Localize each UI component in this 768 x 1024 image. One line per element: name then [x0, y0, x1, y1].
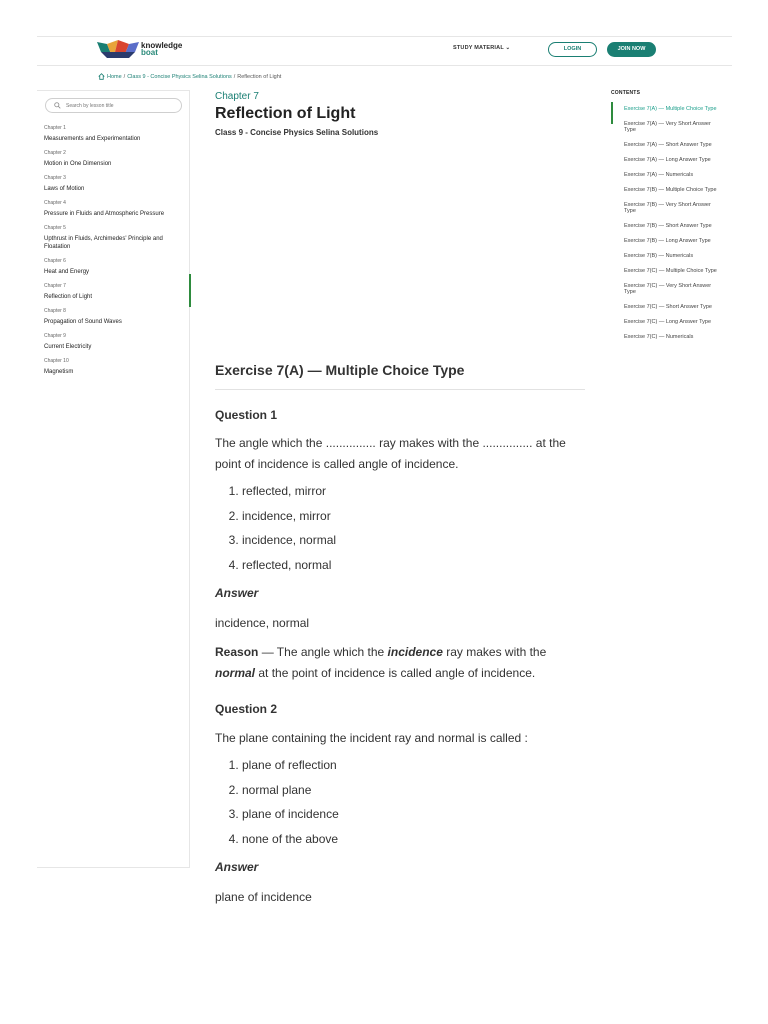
option-item: 2. normal plane — [242, 782, 585, 798]
toc-item[interactable]: Exercise 7(A) — Numericals — [624, 172, 694, 178]
reason-part: ray makes with the — [442, 645, 547, 660]
chapter-number: Chapter 9 — [44, 333, 66, 339]
chapter-number: Chapter 4 — [44, 200, 66, 206]
search-icon — [54, 102, 61, 109]
toc-item[interactable]: Exercise 7(A) — Very Short Answer Type — [624, 121, 711, 133]
question-2-heading: Question 2 — [215, 702, 278, 717]
chapter-title: Motion in One Dimension — [44, 161, 112, 167]
chapter-number: Chapter 1 — [44, 125, 66, 131]
chapter-number: Chapter 3 — [44, 175, 66, 181]
toc-item[interactable]: Exercise 7(B) — Very Short Answer Type — [624, 202, 711, 214]
toc-item[interactable]: Exercise 7(B) — Multiple Choice Type — [624, 187, 717, 193]
chapter-number: Chapter 2 — [44, 150, 66, 156]
chapter-title: Heat and Energy — [44, 269, 90, 275]
chapter-number: Chapter 8 — [44, 308, 66, 314]
chapter-number: Chapter 5 — [44, 225, 66, 231]
chapter-title: Pressure in Fluids and Atmospheric Pressure — [44, 211, 165, 217]
toc-item[interactable]: Exercise 7(C) — Multiple Choice Type — [624, 268, 717, 274]
toc-list — [611, 106, 721, 340]
sidebar-item-chapter-5[interactable] — [44, 225, 184, 251]
option-item: 1. plane of reflection — [242, 757, 585, 773]
sidebar-item-chapter-9[interactable] — [44, 333, 184, 351]
option-item: 3. plane of incidence — [242, 806, 585, 822]
chapter-title: Reflection of Light — [44, 294, 93, 300]
exercise-title: Exercise 7(A) — Multiple Choice Type — [215, 362, 465, 378]
question-1-options — [215, 483, 585, 573]
main-content — [215, 90, 585, 904]
table-of-contents — [611, 90, 721, 349]
chapter-number: Chapter 6 — [44, 258, 66, 264]
top-header — [37, 36, 732, 66]
chapter-label: Chapter 7 — [215, 91, 259, 102]
chapter-title: Current Electricity — [44, 344, 92, 350]
chapter-title: Magnetism — [44, 369, 74, 375]
answer-label: Answer — [215, 860, 259, 875]
answer-label: Answer — [215, 586, 259, 601]
toc-item[interactable]: Exercise 7(A) — Short Answer Type — [624, 142, 712, 148]
sidebar-item-chapter-3[interactable] — [44, 175, 184, 193]
sidebar-item-chapter-8[interactable] — [44, 308, 184, 326]
home-icon — [98, 73, 105, 80]
logo-line-2: boat — [141, 48, 158, 57]
breadcrumb-separator: / — [233, 73, 236, 80]
page-subtitle: Class 9 - Concise Physics Selina Solutions — [215, 128, 379, 137]
toc-item[interactable]: Exercise 7(B) — Long Answer Type — [624, 238, 711, 244]
option-item: 4. reflected, normal — [242, 557, 585, 573]
search-input[interactable] — [66, 101, 176, 111]
chapter-title: Propagation of Sound Waves — [44, 319, 122, 325]
chapter-title: Measurements and Experimentation — [44, 136, 141, 142]
logo-wordmark — [141, 42, 182, 56]
breadcrumb-book[interactable]: Class 9 - Concise Physics Selina Solutions — [127, 73, 232, 80]
lesson-search[interactable] — [45, 98, 182, 113]
breadcrumb-home[interactable]: Home — [107, 73, 122, 80]
sidebar-item-chapter-2[interactable] — [44, 150, 184, 168]
contents-heading: CONTENTS — [611, 90, 641, 96]
sidebar-item-chapter-7[interactable] — [44, 283, 184, 301]
login-button[interactable]: LOGIN — [548, 42, 597, 57]
logo-boat-icon — [97, 40, 139, 58]
question-1-text: The angle which the ............... ray makes with the ............... at the point of incidence is called angle of incidence. — [215, 436, 566, 471]
sidebar-item-chapter-10[interactable] — [44, 358, 184, 376]
breadcrumb — [98, 73, 281, 80]
page-title: Reflection of Light — [215, 105, 356, 122]
chapter-list — [44, 125, 184, 383]
question-1-heading: Question 1 — [215, 408, 278, 422]
study-material-menu[interactable]: STUDY MATERIAL ⌄ — [453, 45, 511, 51]
toc-item[interactable]: Exercise 7(C) — Numericals — [624, 334, 694, 340]
toc-item[interactable]: Exercise 7(A) — Long Answer Type — [624, 157, 711, 163]
sidebar-item-chapter-1[interactable] — [44, 125, 184, 143]
site-logo[interactable] — [97, 40, 182, 58]
option-item: 1. reflected, mirror — [242, 483, 585, 499]
sidebar-item-chapter-6[interactable] — [44, 258, 184, 276]
toc-item[interactable]: Exercise 7(B) — Short Answer Type — [624, 223, 712, 229]
logo-line-1: knowledge — [141, 41, 183, 50]
toc-item[interactable]: Exercise 7(C) — Long Answer Type — [624, 319, 712, 325]
divider — [215, 389, 585, 390]
toc-item[interactable]: Exercise 7(A) — Multiple Choice Type — [611, 106, 721, 112]
chapter-title: Laws of Motion — [44, 186, 85, 192]
join-now-button[interactable]: JOIN NOW — [607, 42, 656, 57]
answer-text: plane of incidence — [215, 890, 312, 905]
toc-item[interactable]: Exercise 7(B) — Numericals — [624, 253, 694, 259]
question-2-text: The plane containing the incident ray and normal is called : — [215, 731, 528, 746]
reason-part: at the point of incidence is called angle of incidence. — [255, 666, 536, 681]
toc-item[interactable]: Exercise 7(C) — Very Short Answer Type — [624, 283, 712, 295]
question-2-options — [215, 757, 585, 847]
breadcrumb-separator: / — [123, 73, 126, 80]
option-item: 2. incidence, mirror — [242, 508, 585, 524]
chapter-number: Chapter 7 — [44, 283, 66, 289]
reason-label: Reason — [215, 645, 259, 660]
reason-text — [215, 642, 585, 684]
reason-emphasis: incidence — [387, 645, 443, 660]
chapter-number: Chapter 10 — [44, 358, 69, 364]
breadcrumb-current: Reflection of Light — [237, 73, 282, 80]
reason-emphasis: normal — [215, 666, 256, 681]
chapter-sidebar — [37, 90, 190, 868]
blank-ad-area — [215, 137, 585, 361]
toc-item[interactable]: Exercise 7(C) — Short Answer Type — [624, 304, 712, 310]
answer-text: incidence, normal — [215, 616, 310, 631]
chapter-title: Upthrust in Fluids, Archimedes' Principle and Floatation — [44, 236, 163, 250]
option-item: 4. none of the above — [242, 831, 585, 847]
sidebar-item-chapter-4[interactable] — [44, 200, 184, 218]
option-item: 3. incidence, normal — [242, 532, 585, 548]
reason-part: — The angle which the — [258, 645, 388, 660]
